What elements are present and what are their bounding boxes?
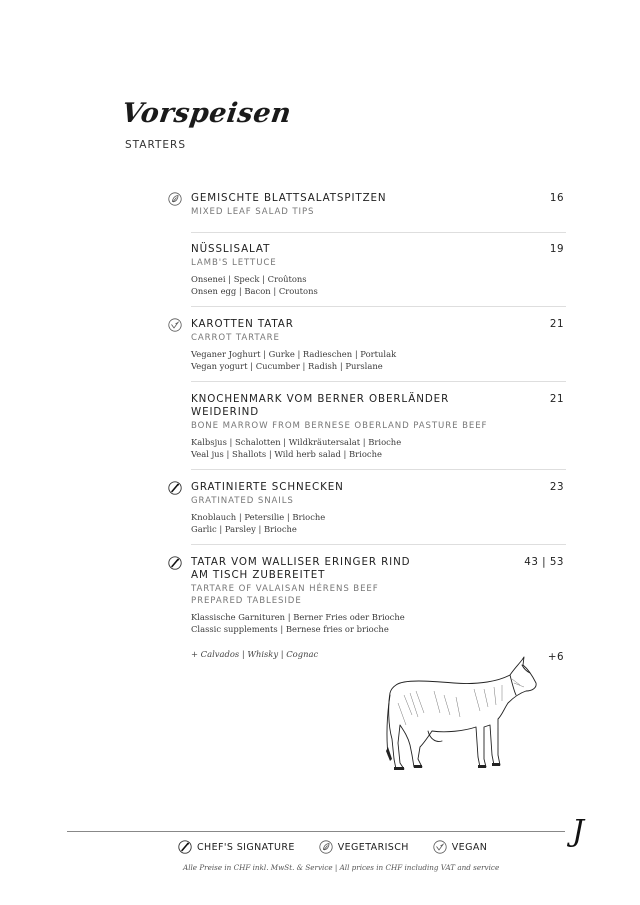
item-english-name: MIXED LEAF SALAD TIPS xyxy=(191,207,315,217)
item-description-en: Veal jus | Shallots | Wild herb salad | Brioche xyxy=(191,448,382,459)
item-description-de: Veganer Joghurt | Gurke | Radieschen | Portulak xyxy=(191,349,397,359)
item-name: NÜSSLISALAT xyxy=(191,243,271,255)
item-name: GRATINIERTE SCHNECKEN xyxy=(191,481,344,493)
menu-item xyxy=(168,318,566,372)
item-description-de: Onsenei | Speck | Croûtons xyxy=(191,274,307,284)
legend-chefs-signature xyxy=(178,840,295,854)
item-price: 16 xyxy=(549,192,564,204)
item-english-name: LAMB'S LETTUCE xyxy=(191,258,277,268)
item-price: 21 xyxy=(549,393,564,405)
item-english-name: CARROT TARTARE xyxy=(191,333,280,343)
item-price: 19 xyxy=(549,243,564,255)
item-price: 21 xyxy=(549,318,564,330)
item-name: KAROTTEN TATAR xyxy=(191,318,294,330)
item-english-name: TARTARE OF VALAISAN HÉRENS BEEF xyxy=(191,584,379,594)
legend-vegetarian xyxy=(319,840,409,854)
item-price: 43 | 53 xyxy=(524,556,564,568)
item-description-en: Garlic | Parsley | Brioche xyxy=(191,523,297,534)
legend-vegan xyxy=(433,840,487,854)
supplement-price: +6 xyxy=(547,651,564,663)
menu-item xyxy=(168,481,566,535)
chefs-signature-icon xyxy=(168,556,182,570)
item-description-en: Onsen egg | Bacon | Croutons xyxy=(191,285,318,296)
legend-label: CHEF'S SIGNATURE xyxy=(197,841,295,853)
menu-item xyxy=(168,556,566,635)
price-note: Alle Preise in CHF inkl. MwSt. & Service | All prices in CHF including VAT and service xyxy=(183,863,500,872)
item-description-de: Klassische Garnituren | Berner Fries oder Brioche xyxy=(191,612,405,622)
page-subtitle: STARTERS xyxy=(125,139,186,151)
item-description-en: Vegan yogurt | Cucumber | Radish | Purslane xyxy=(191,360,383,371)
item-price: 23 xyxy=(549,481,564,493)
supplement-label: + Calvados | Whisky | Cognac xyxy=(191,649,319,659)
brand-logo: J xyxy=(572,814,585,849)
item-description-de: Kalbsjus | Schalotten | Wildkräutersalat | Brioche xyxy=(191,437,402,447)
menu-item xyxy=(168,192,566,218)
page-title: Vorspeisen xyxy=(119,98,294,129)
item-name: TATAR VOM WALLISER ERINGER RIND xyxy=(191,556,411,568)
item-name: KNOCHENMARK VOM BERNER OBERLÄNDER WEIDERIND xyxy=(191,393,450,418)
item-name: GEMISCHTE BLATTSALATSPITZEN xyxy=(191,192,387,204)
item-english-name: BONE MARROW FROM BERNESE OBERLAND PASTURE BEEF xyxy=(191,421,488,431)
item-name-line2: AM TISCH ZUBEREITET xyxy=(191,569,326,581)
menu-item xyxy=(168,243,566,297)
vegan-icon xyxy=(433,840,447,854)
item-english-name: GRATINATED SNAILS xyxy=(191,496,294,506)
chefs-signature-icon xyxy=(178,840,192,854)
legend-label: VEGAN xyxy=(451,841,488,853)
cow-illustration xyxy=(384,655,539,775)
item-description-de: Knoblauch | Petersilie | Brioche xyxy=(191,512,326,522)
footer-divider xyxy=(67,831,565,832)
menu-item xyxy=(168,393,566,460)
chefs-signature-icon xyxy=(168,481,182,495)
vegetarian-icon xyxy=(168,192,182,206)
vegetarian-icon xyxy=(319,840,333,854)
icon-legend xyxy=(178,840,487,854)
item-description-en: Classic supplements | Bernese fries or brioche xyxy=(191,623,389,634)
vegan-icon xyxy=(168,318,182,332)
legend-label: VEGETARISCH xyxy=(337,841,409,853)
menu-list xyxy=(168,192,566,663)
item-english-name-line2: PREPARED TABLESIDE xyxy=(191,596,302,606)
